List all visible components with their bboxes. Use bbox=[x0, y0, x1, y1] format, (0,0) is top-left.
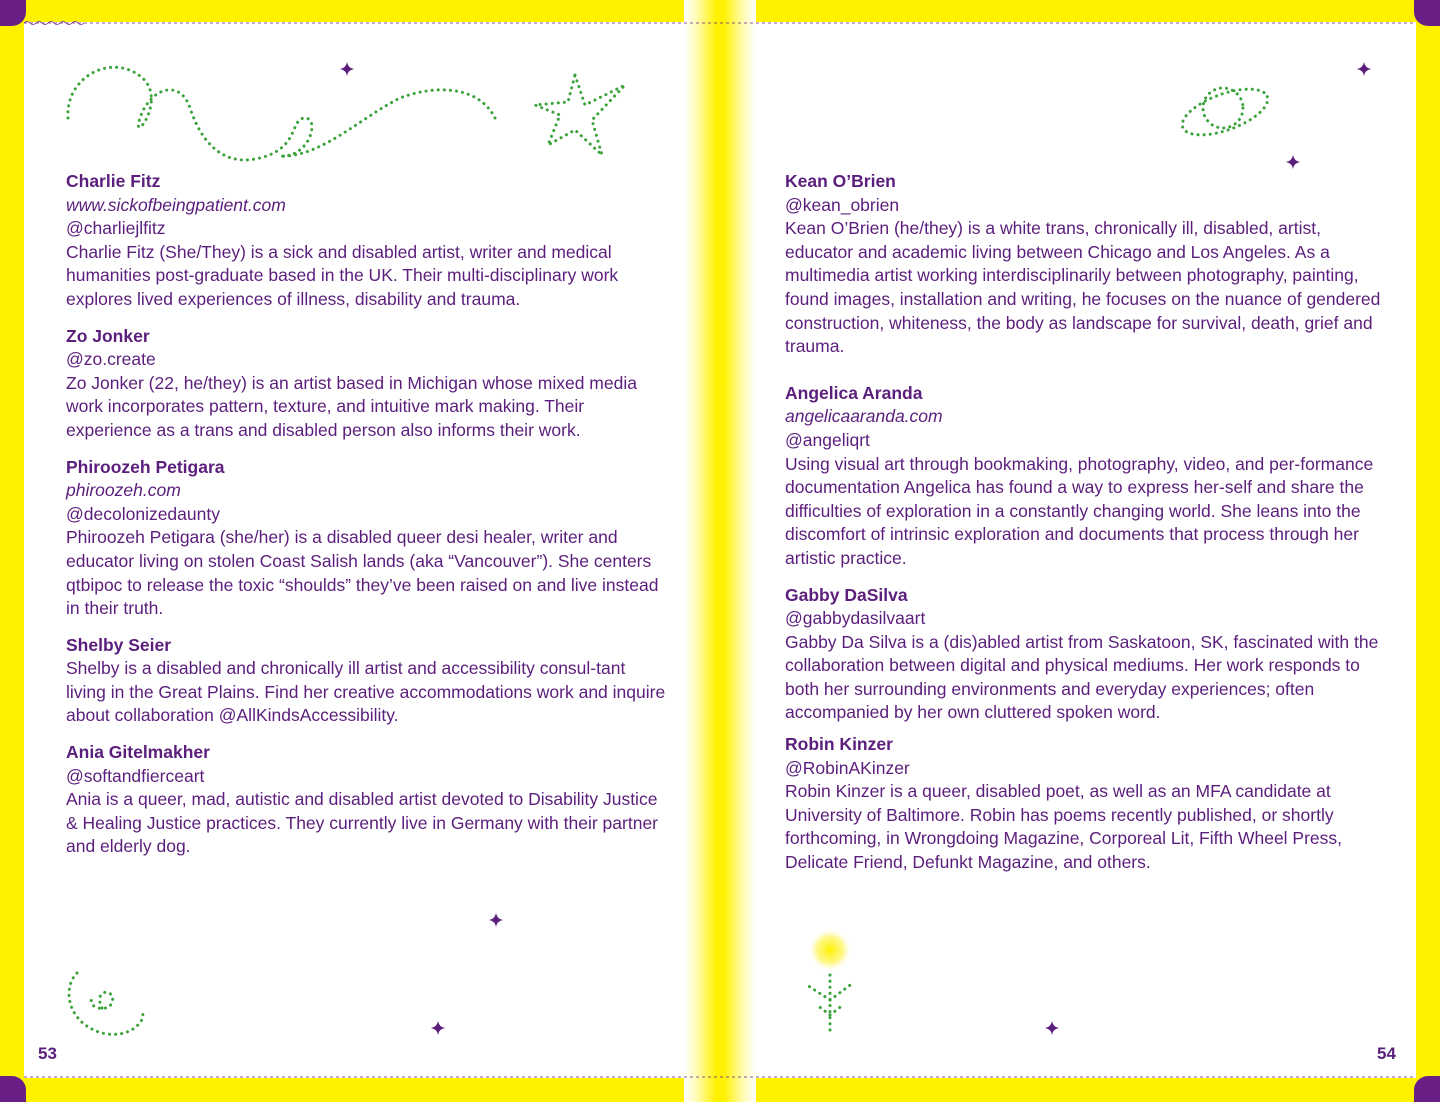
artist-entry bbox=[66, 325, 666, 443]
artist-entry bbox=[785, 733, 1385, 875]
artist-handle[interactable]: @softandfierceart bbox=[66, 765, 205, 786]
artist-name: Ania Gitelmakher bbox=[66, 742, 210, 763]
artist-entry bbox=[785, 170, 1385, 359]
artist-bio: Shelby is a disabled and chronically ill artist and accessibility consul-tant living in the Great Plains. Find her creative accommodations work and inquire about collaboration @AllKindsAccessibility. bbox=[66, 658, 666, 726]
artist-name: Zo Jonker bbox=[66, 325, 150, 346]
artist-handle[interactable]: @charliejlfitz bbox=[66, 218, 166, 239]
dotted-swirl-doodle bbox=[62, 968, 152, 1040]
artist-bio: Charlie Fitz (She/They) is a sick and disabled artist, writer and medical humanities post-graduate based in the UK. Their multi-disciplinary work explores lived experiences of illness, disability and trauma. bbox=[66, 241, 619, 309]
artist-name: Shelby Seier bbox=[66, 634, 172, 655]
artist-bio: Zo Jonker (22, he/they) is an artist based in Michigan whose mixed media work incorporates pattern, texture, and intuitive mark making. Their experience as a trans and disabled person also informs their work. bbox=[66, 372, 637, 440]
artist-name: Gabby DaSilva bbox=[785, 584, 908, 605]
wavy-top-edge bbox=[24, 20, 1416, 26]
wavy-bottom-edge bbox=[24, 1074, 1416, 1080]
dotted-star-doodle bbox=[530, 70, 630, 160]
artist-handle[interactable]: @RobinAKinzer bbox=[785, 757, 910, 778]
artist-website[interactable]: www.sickofbeingpatient.com bbox=[66, 194, 286, 215]
sparkle-icon bbox=[431, 1021, 445, 1035]
page-number: 54 bbox=[1377, 1044, 1396, 1063]
corner-tab bbox=[0, 1076, 26, 1102]
artist-handle[interactable]: @zo.create bbox=[66, 349, 156, 370]
artist-handle[interactable]: @decolonizedaunty bbox=[66, 503, 220, 524]
artist-bio: Kean O’Brien (he/they) is a white trans, chronically ill, disabled, artist, educator and academic living between Chicago and Los Angeles. As a multimedia artist working interdisciplinarily between photography, painting, found images, installation and writing, he focuses on the nuance of gendered construction, whiteness, the body as landscape for survival, death, grief and trauma. bbox=[785, 218, 1381, 357]
artist-handle[interactable]: @angeliqrt bbox=[785, 429, 870, 450]
sparkle-icon bbox=[1286, 155, 1300, 169]
artist-handle[interactable]: @kean_obrien bbox=[785, 194, 900, 215]
book-spine bbox=[684, 0, 756, 1102]
sparkle-icon bbox=[1045, 1021, 1059, 1035]
artist-name: Robin Kinzer bbox=[785, 734, 893, 755]
artist-bio: Using visual art through bookmaking, photography, video, and per-formance documentation Angelica has found a way to express her-self and share the difficulties of exploration in a constantly changing world. She leans into the discomfort of intrinsic exploration and documents that process through her artistic practice. bbox=[785, 453, 1374, 568]
artist-handle[interactable]: @gabbydasilvaart bbox=[785, 608, 926, 629]
left-column bbox=[66, 170, 666, 859]
artist-name: Angelica Aranda bbox=[785, 382, 923, 403]
artist-website[interactable]: phiroozeh.com bbox=[66, 480, 181, 501]
artist-entry bbox=[785, 382, 1385, 571]
sparkle-icon bbox=[1357, 62, 1371, 76]
page-number: 53 bbox=[38, 1044, 57, 1063]
artist-entry bbox=[66, 456, 666, 621]
artist-website[interactable]: angelicaaranda.com bbox=[785, 406, 943, 427]
sparkle-icon bbox=[340, 62, 354, 76]
artist-entry bbox=[66, 634, 666, 728]
corner-tab bbox=[1414, 1076, 1440, 1102]
artist-bio: Robin Kinzer is a queer, disabled poet, as well as an MFA candidate at University of Baltimore. Robin has poems recently published, or shortly forthcoming, in Wrongdoing Magazine, Corporeal Lit, Fifth Wheel Press, Delicate Friend, Defunkt Magazine, and others. bbox=[785, 781, 1343, 873]
dotted-squiggle-doodle bbox=[60, 58, 510, 173]
glowing-flower-doodle bbox=[795, 925, 865, 1035]
artist-name: Charlie Fitz bbox=[66, 171, 161, 191]
sparkle-icon bbox=[489, 913, 503, 927]
artist-bio: Ania is a queer, mad, autistic and disabled artist devoted to Disability Justice & Healing Justice practices. They currently live in Germany with their partner and elderly dog. bbox=[66, 789, 659, 857]
artist-name: Phiroozeh Petigara bbox=[66, 456, 225, 477]
right-column bbox=[785, 170, 1385, 875]
artist-bio: Gabby Da Silva is a (dis)abled artist from Saskatoon, SK, fascinated with the collaboration between digital and physical mediums. Her work responds to both her surrounding environments and everyday experiences; often accompanied by her own cluttered spoken word. bbox=[785, 631, 1379, 723]
artist-bio: Phiroozeh Petigara (she/her) is a disabled queer desi healer, writer and educator living on stolen Coast Salish lands (aka “Vancouver”). She centers qtbipoc to release the toxic “shoulds” they’ve been raised on and live instead in their truth. bbox=[66, 527, 659, 619]
artist-entry bbox=[66, 741, 666, 859]
artist-entry bbox=[66, 170, 666, 312]
artist-entry bbox=[785, 584, 1385, 726]
corner-tab bbox=[1414, 0, 1440, 26]
dotted-planet-doodle bbox=[1175, 72, 1275, 152]
artist-name: Kean O’Brien bbox=[785, 171, 896, 191]
